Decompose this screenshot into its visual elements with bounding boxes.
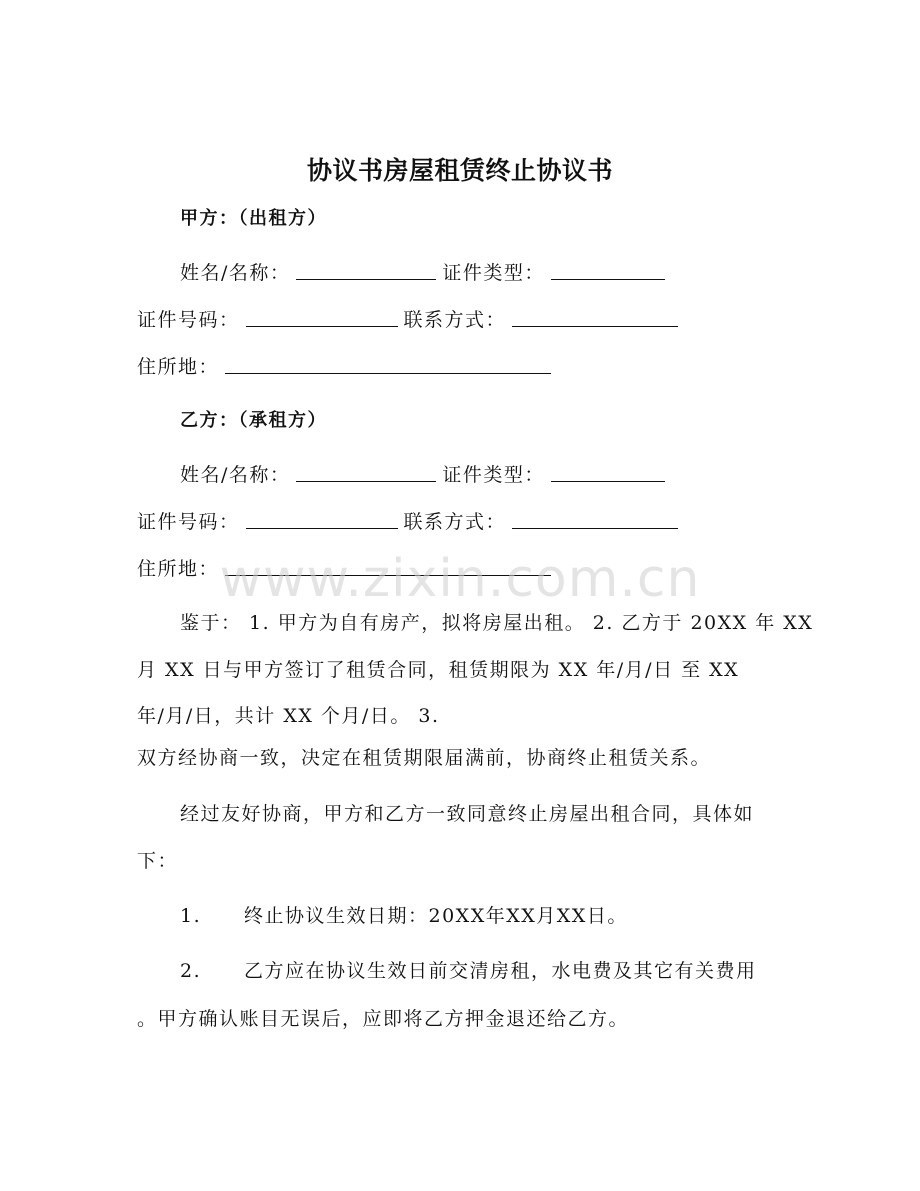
party-a-contact-blank xyxy=(512,308,678,327)
party-b-id-number-label: 证件号码： xyxy=(137,511,240,533)
party-a-id-number-label: 证件号码： xyxy=(137,309,240,331)
party-b-id-type-blank xyxy=(551,463,665,482)
party-a-name-blank xyxy=(296,261,436,280)
party-b-contact-label: 联系方式： xyxy=(403,511,507,533)
watermark: www.zixin.com.cn xyxy=(219,549,701,609)
clause-2-text: 乙方应在协议生效日前交清房租，水电费及其它有关费用 xyxy=(244,960,757,982)
clause-2 xyxy=(180,958,757,984)
party-b-id-type-label: 证件类型： xyxy=(442,464,545,486)
party-a-id-number-blank xyxy=(246,308,398,327)
party-b-address-label: 住所地： xyxy=(137,558,220,580)
party-b-address-row xyxy=(137,556,557,582)
party-b-name-label: 姓名/名称： xyxy=(180,464,291,486)
party-b-heading: 乙方：（承租方） xyxy=(180,410,327,431)
party-a-name-row xyxy=(180,260,671,286)
agreement-line-2: 下： xyxy=(137,850,179,872)
party-a-name-label: 姓名/名称： xyxy=(180,262,291,284)
clause-1 xyxy=(180,903,628,929)
party-a-id-type-label: 证件类型： xyxy=(442,262,545,284)
party-b-address-blank xyxy=(225,557,551,576)
whereas-line-2: 月 XX 日与甲方签订了租赁合同，租赁期限为 XX 年/月/日 至 XX xyxy=(137,659,740,681)
whereas-line-4: 双方经协商一致，决定在租赁期限届满前，协商终止租赁关系。 xyxy=(137,747,712,769)
party-b-id-row xyxy=(137,509,684,535)
whereas-line-1: 鉴于： 1. 甲方为自有房产，拟将房屋出租。 2. 乙方于 20XX 年 XX xyxy=(180,612,814,634)
clause-1-number: 1. xyxy=(180,905,202,927)
clause-2-continuation: 。甲方确认账目无误后，应即将乙方押金退还给乙方。 xyxy=(137,1008,630,1030)
agreement-line-1: 经过友好协商，甲方和乙方一致同意终止房屋出租合同，具体如 xyxy=(180,803,755,825)
clause-1-text: 终止协议生效日期：20XX年XX月XX日。 xyxy=(244,905,628,927)
party-a-address-blank xyxy=(225,355,551,374)
party-a-address-label: 住所地： xyxy=(137,356,220,378)
party-a-heading: 甲方：（出租方） xyxy=(180,208,327,229)
party-a-address-row xyxy=(137,354,557,380)
party-b-id-number-blank xyxy=(246,510,398,529)
party-a-contact-label: 联系方式： xyxy=(403,309,507,331)
party-a-id-row xyxy=(137,307,684,333)
document-title: 协议书房屋租赁终止协议书 xyxy=(306,156,613,185)
whereas-line-3: 年/月/日，共计 XX 个月/日。 3. xyxy=(137,705,440,727)
party-a-id-type-blank xyxy=(551,261,665,280)
clause-2-number: 2. xyxy=(180,960,202,982)
party-b-name-row xyxy=(180,462,671,488)
party-b-contact-blank xyxy=(512,510,678,529)
party-b-name-blank xyxy=(296,463,436,482)
